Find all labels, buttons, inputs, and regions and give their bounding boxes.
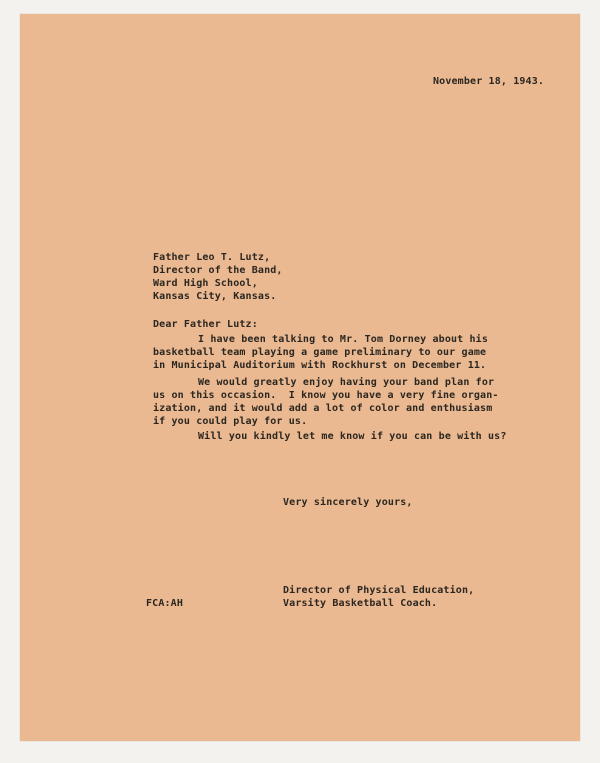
address-line: Kansas City, Kansas. [153,291,277,302]
salutation: Dear Father Lutz: [153,319,258,330]
letter-date: November 18, 1943. [433,76,545,87]
address-line: Director of the Band, [153,265,283,276]
body-line: I have been talking to Mr. Tom Dorney about his [198,334,489,345]
body-line: if you could play for us. [153,416,308,427]
body-line: basketball team playing a game preliminary to our game [153,347,487,358]
complimentary-close: Very sincerely yours, [283,497,413,508]
body-line: We would greatly enjoy having your band plan for [198,377,495,388]
address-line: Ward High School, [153,278,258,289]
signature-title: Director of Physical Education, [283,585,475,596]
body-line: in Municipal Auditorium with Rockhurst on December 11. [153,360,487,371]
body-line: ization, and it would add a lot of color and enthusiasm [153,403,493,414]
address-line: Father Leo T. Lutz, [153,252,271,263]
body-line: us on this occasion. I know you have a very fine organ- [153,390,499,401]
body-line: Will you kindly let me know if you can be with us? [198,431,507,442]
reference-initials: FCA:AH [146,598,184,609]
signature-title: Varsity Basketball Coach. [283,598,438,609]
